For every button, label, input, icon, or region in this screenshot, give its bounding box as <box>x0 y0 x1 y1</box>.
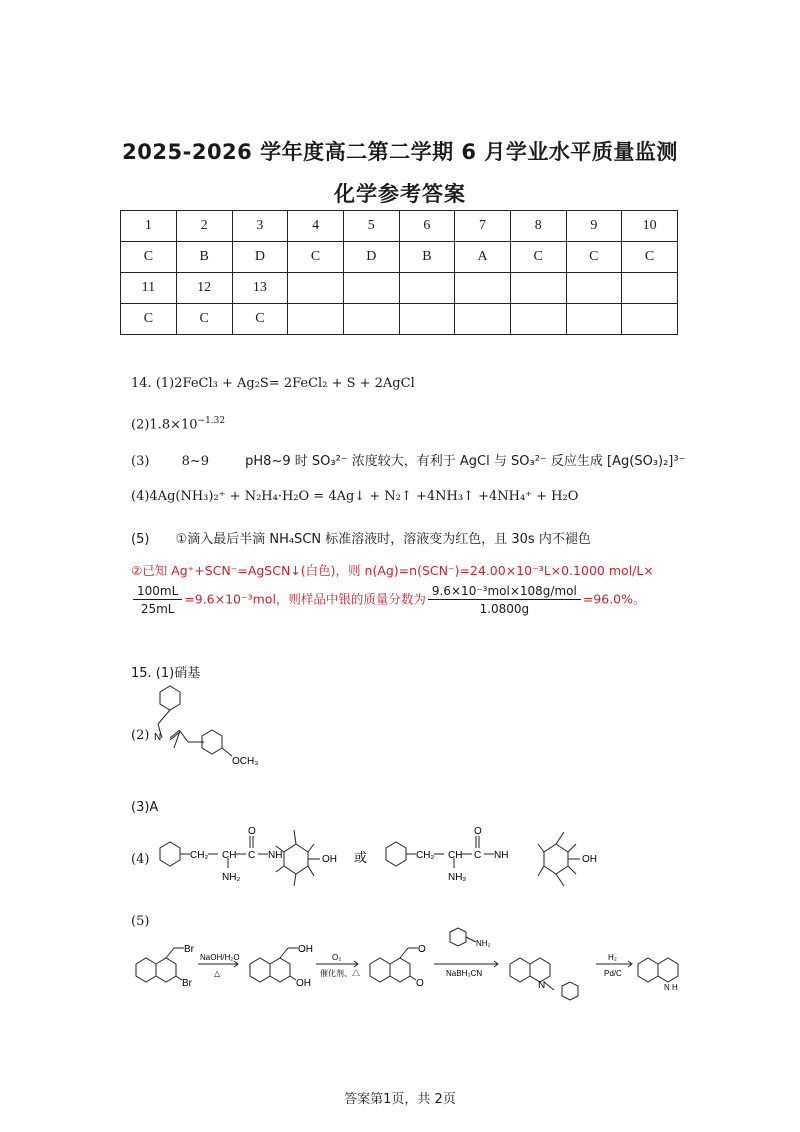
table-cell: 4 <box>288 211 344 242</box>
ratio-denominator: 25mL <box>140 602 175 616</box>
mass-denominator: 1.0800g <box>479 602 530 616</box>
table-cell <box>622 304 678 335</box>
table-row <box>121 304 678 335</box>
table-cell <box>288 273 344 304</box>
or-label: 或 <box>354 851 368 866</box>
table-cell: A <box>455 242 511 273</box>
bromo-label-1: Br <box>184 944 194 955</box>
table-cell: D <box>343 242 399 273</box>
table-cell <box>343 304 399 335</box>
table-row <box>121 211 678 242</box>
product-n-label: N <box>538 980 546 991</box>
q14-part3-label: (3) <box>131 454 150 469</box>
reagent-1-top: NaOH/H₂O <box>200 953 240 962</box>
table-cell: C <box>121 304 177 335</box>
table-cell: C <box>288 242 344 273</box>
ch-label-a: CH <box>222 850 237 861</box>
q14-part5-calc <box>131 584 646 616</box>
table-cell <box>566 273 622 304</box>
table-cell: B <box>399 242 455 273</box>
oh-label-a: OH <box>322 854 337 865</box>
ketone-o-label: O <box>416 978 424 989</box>
table-cell: 11 <box>121 273 177 304</box>
ratio-fraction <box>133 584 182 616</box>
benzylamine-nh2-label: NH₂ <box>476 939 491 948</box>
table-cell: C <box>566 242 622 273</box>
q14-part3-range: 8~9 <box>181 454 209 469</box>
q14-part2-text: (2)1.8×10 <box>131 417 198 433</box>
q14-part5-end: =96.0%。 <box>582 591 646 607</box>
table-cell: C <box>232 304 288 335</box>
q14-part5-2-text: ②已知 Ag⁺+SCN⁻=AgSCN↓(白色)，则 n(Ag)=n(SCN⁻)=24.00×10⁻³L×0.1000 mol/L× <box>131 563 654 578</box>
table-cell: C <box>176 304 232 335</box>
table-cell: 5 <box>343 211 399 242</box>
q15-part1-text: 15. (1)硝基 <box>131 666 201 681</box>
answer-table <box>120 210 678 335</box>
ch2-label-a: CH₂ <box>190 850 209 861</box>
q14-part3-text: pH8~9 时 SO₃²⁻ 浓度较大，有利于 AgCl 与 SO₃²⁻ 反应生成 [Ag(SO₃)₂]³⁻ <box>245 454 686 469</box>
nh2-label-b: NH₂ <box>448 872 467 883</box>
q14-part4 <box>131 489 578 504</box>
reagent-2-bottom: 催化剂、△ <box>320 969 360 978</box>
nh-label-a: NH <box>268 850 283 861</box>
aldehyde-o-label: O <box>418 944 426 955</box>
document-subtitle: 化学参考答案 <box>334 182 466 206</box>
reagent-2-top: O₂ <box>332 953 342 962</box>
table-cell: 9 <box>566 211 622 242</box>
table-row <box>121 273 678 304</box>
q15-part3: (3)A <box>131 800 159 815</box>
q14-part2-exponent: −1.32 <box>197 416 226 426</box>
q14-part5-mid: =9.6×10⁻³mol，则样品中银的质量分数为 <box>184 591 426 607</box>
reagent-4-bottom: Pd/C <box>604 969 622 978</box>
oxygen-label-b: O <box>474 826 482 837</box>
q15-part2-label: (2) <box>131 728 150 743</box>
q14-part1 <box>131 376 415 391</box>
q15-structure-2 <box>140 680 280 780</box>
q15-part1 <box>131 662 200 681</box>
page-footer: 答案第1页，共 2页 <box>344 1092 456 1107</box>
table-cell: 6 <box>399 211 455 242</box>
mass-fraction <box>428 584 581 616</box>
q14-part5-2 <box>131 561 654 579</box>
hydroxyl-label-2: OH <box>296 978 311 989</box>
q15-structure-4 <box>144 822 664 898</box>
table-cell: D <box>232 242 288 273</box>
document-title: 2025-2026 学年度高二第二学期 6 月学业水平质量监测 <box>122 140 678 164</box>
table-cell: 7 <box>455 211 511 242</box>
table-cell <box>399 304 455 335</box>
table-cell: 1 <box>121 211 177 242</box>
final-nh-label: N H <box>664 983 678 992</box>
reagent-1-bottom: △ <box>214 969 221 978</box>
q14-part3 <box>131 450 685 469</box>
table-cell: 10 <box>622 211 678 242</box>
hydroxyl-label-1: OH <box>298 944 313 955</box>
q14-part5-label: (5) <box>131 532 150 547</box>
table-cell <box>455 273 511 304</box>
table-cell: B <box>176 242 232 273</box>
table-cell <box>566 304 622 335</box>
table-cell: C <box>510 242 566 273</box>
q15-part4-label: (4) <box>131 852 150 867</box>
ch2-label-b: CH₂ <box>416 850 435 861</box>
table-row <box>121 242 678 273</box>
oh-label-b: OH <box>582 854 597 865</box>
q15-part5-label: (5) <box>131 914 150 929</box>
bromo-label-2: Br <box>182 978 192 989</box>
q14-part4-text: (4)4Ag(NH₃)₂⁺ + N₂H₄·H₂O = 4Ag↓ + N₂↑ +4NH₃↑ +4NH₄⁺ + H₂O <box>131 489 579 504</box>
table-cell: 13 <box>232 273 288 304</box>
table-cell <box>399 273 455 304</box>
mass-numerator: 9.6×10⁻³mol×108g/mol <box>428 584 581 600</box>
table-cell: C <box>121 242 177 273</box>
oxygen-label-a: O <box>248 826 256 837</box>
table-cell <box>288 304 344 335</box>
table-cell: 3 <box>232 211 288 242</box>
table-cell: 2 <box>176 211 232 242</box>
table-cell <box>455 304 511 335</box>
methoxy-label: OCH₃ <box>232 756 259 767</box>
table-cell: 12 <box>176 273 232 304</box>
reagent-3-bottom: NaBH₃CN <box>446 969 483 978</box>
q15-synthesis-route <box>126 926 686 1006</box>
nitrogen-label: N <box>154 732 162 743</box>
q14-part2 <box>131 416 225 432</box>
table-cell <box>510 273 566 304</box>
nh-label-b: NH <box>494 850 509 861</box>
ch-label-b: CH <box>448 850 463 861</box>
q14-part5-1-text: ①滴入最后半滴 NH₄SCN 标准溶液时，溶液变为红色，且 30s 内不褪色 <box>175 532 591 547</box>
q14-label: 14. <box>131 376 152 391</box>
carbonyl-c-label-a: C <box>248 850 256 861</box>
q14-part1-text: (1)2FeCl₃ + Ag₂S= 2FeCl₂ + S + 2AgCl <box>155 376 415 391</box>
table-cell: 8 <box>510 211 566 242</box>
ratio-numerator: 100mL <box>133 584 182 600</box>
table-cell <box>510 304 566 335</box>
nh2-label-a: NH₂ <box>222 872 241 883</box>
table-cell <box>622 273 678 304</box>
table-cell <box>343 273 399 304</box>
reagent-4-top: H₂ <box>608 953 617 962</box>
table-cell: C <box>622 242 678 273</box>
carbonyl-c-label-b: C <box>474 850 482 861</box>
q14-part5-1 <box>131 528 591 547</box>
